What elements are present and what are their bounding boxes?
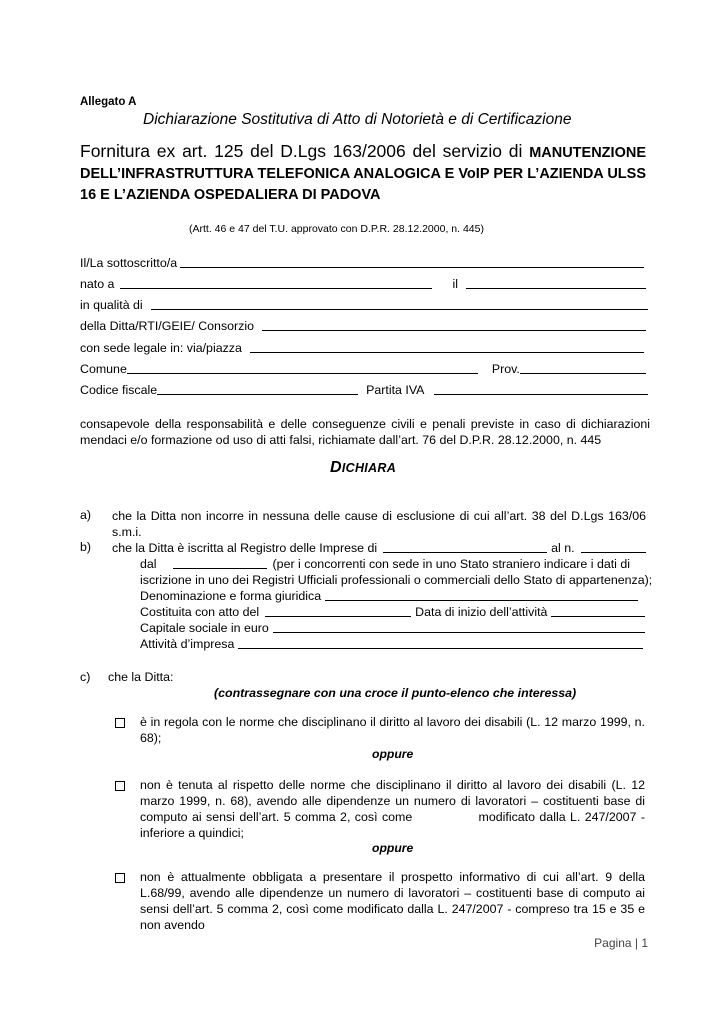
activity-label: Attività d’impresa [140, 637, 235, 651]
activity-row [140, 636, 643, 651]
tax-row [80, 382, 648, 397]
seat-label: con sede legale in: via/piazza [80, 341, 242, 355]
born-on-label: il [452, 277, 458, 291]
company-field[interactable] [262, 318, 646, 331]
option2-text: non è tenuta al rispetto delle norme che disciplinano il diritto al lavoro dei disabili (L. 12 marzo 1999, n. 68), avendo alle dipendenze un numero di lavoratori – costituenti base di computo ai sensi dell’art. 5 comma 2, così come modificato dalla L. 247/2007 - inferiore a quindici; [140, 778, 649, 840]
option3-text: non è attualmente obbligata a presentare il prospetto informativo di cui all’art. 9 della L.68/99, avendo alle dipendenze un numero di lavoratori – costituenti base di computo ai sensi dell’art. 5 comma 2, così come modificato dalla L. 247/2007 - compreso tra 15 e 35 e non avendo [140, 870, 645, 932]
seat-row [80, 340, 648, 355]
province-label: Prov. [491, 362, 520, 376]
seat-field[interactable] [250, 340, 644, 353]
document-subtitle: Dichiarazione Sostitutiva di Atto di Notorietà e di Certificazione [143, 111, 572, 128]
born-in-label: nato a [80, 277, 115, 291]
option1-checkbox[interactable] [115, 718, 125, 728]
since-label: dal [140, 557, 157, 571]
registry-number-field[interactable] [581, 540, 646, 553]
town-field[interactable] [127, 361, 478, 374]
page-number: Pagina | 1 [594, 936, 648, 950]
company-label: della Ditta/RTI/GEIE/ Consorzio [80, 319, 254, 333]
born-in-field[interactable] [120, 276, 432, 289]
province-field[interactable] [520, 361, 646, 374]
vat-field[interactable] [434, 382, 648, 395]
town-label: Comune [80, 362, 127, 376]
declares-heading [330, 459, 396, 477]
tax-code-field[interactable] [157, 382, 358, 395]
constituted-row [140, 604, 645, 619]
declares-rest: ICHIARA [341, 461, 397, 475]
birth-row [80, 276, 648, 291]
capital-label: Capitale sociale in euro [140, 621, 269, 635]
activity-field[interactable] [238, 636, 643, 649]
constituted-label: Costituita con atto del [140, 605, 260, 619]
item-c-instruction: (contrassegnare con una croce il punto-elenco che interessa) [214, 686, 577, 700]
annex-label: Allegato A [80, 96, 137, 108]
option1-text: è in regola con le norme che disciplinano il diritto al lavoro dei disabili (L. 12 marzo 1999, n. 68); [140, 715, 645, 745]
registry-label: che la Ditta è iscritta al Registro delle Imprese di [112, 541, 378, 555]
option3-checkbox[interactable] [115, 873, 125, 883]
or-label-1: oppure [372, 747, 414, 761]
capacity-label: in qualità di [80, 298, 143, 312]
foreign-note: (per i concorrenti con sede in uno Stato straniero indicare i dati di [272, 557, 631, 571]
registry-field[interactable] [383, 540, 547, 553]
item-b-line3: iscrizione in uno dei Registri Ufficiali professionali o commerciali dello Stato di appartenenza); [140, 573, 653, 587]
denomination-row [140, 588, 638, 603]
born-on-field[interactable] [466, 276, 646, 289]
vat-label: Partita IVA [366, 383, 425, 397]
item-c-letter: c) [80, 670, 91, 684]
tax-code-label: Codice fiscale [80, 383, 158, 397]
constituted-field[interactable] [265, 604, 411, 617]
document-title [80, 142, 646, 205]
capital-row [140, 620, 645, 635]
capacity-field[interactable] [151, 297, 648, 310]
item-a-letter: a) [80, 508, 92, 522]
undersigned-row [80, 255, 648, 270]
denomination-field[interactable] [325, 588, 638, 601]
item-c-text: che la Ditta: [108, 670, 174, 684]
registry-number-label: al n. [551, 541, 575, 555]
declares-initial: D [330, 459, 342, 476]
title-bold: MANUTENZIONE DELL’INFRASTRUTTURA TELEFONICA ANALOGICA E VoIP PER L’AZIENDA ULSS 16 E L’AZIENDA OSPEDALIERA DI PADOVA [80, 145, 646, 203]
denomination-label: Denominazione e forma giuridica [140, 589, 322, 603]
since-field[interactable] [173, 556, 267, 569]
option2-checkbox[interactable] [115, 781, 125, 791]
capital-field[interactable] [273, 620, 645, 633]
articles-reference: (Artt. 46 e 47 del T.U. approvato con D.P.R. 28.12.2000, n. 445) [189, 223, 484, 235]
item-a-text: che la Ditta non incorre in nessuna delle cause di esclusione di cui all’art. 38 del D.Lgs 163/06 s.m.i. [112, 509, 646, 539]
awareness-paragraph: consapevole della responsabilità e delle conseguenze civili e penali previste in caso di dichiarazioni mendaci e/o formazione od uso di atti falsi, richiamate dall’art. 76 del D.P.R. 28.12.2000, n. 445 [80, 417, 650, 447]
item-b-letter: b) [80, 540, 92, 554]
item-b-line2 [140, 556, 646, 571]
company-row [80, 318, 648, 333]
start-date-field[interactable] [551, 604, 645, 617]
start-date-label: Data di inizio dell’attività [415, 605, 548, 619]
town-row [80, 361, 648, 376]
title-normal: Fornitura ex art. 125 del D.Lgs 163/2006 del servizio di [80, 141, 530, 161]
capacity-row [80, 297, 648, 312]
undersigned-label: Il/La sottoscritto/a [80, 256, 178, 270]
undersigned-field[interactable] [180, 255, 644, 268]
or-label-2: oppure [372, 841, 414, 855]
item-b-line1 [112, 540, 646, 555]
